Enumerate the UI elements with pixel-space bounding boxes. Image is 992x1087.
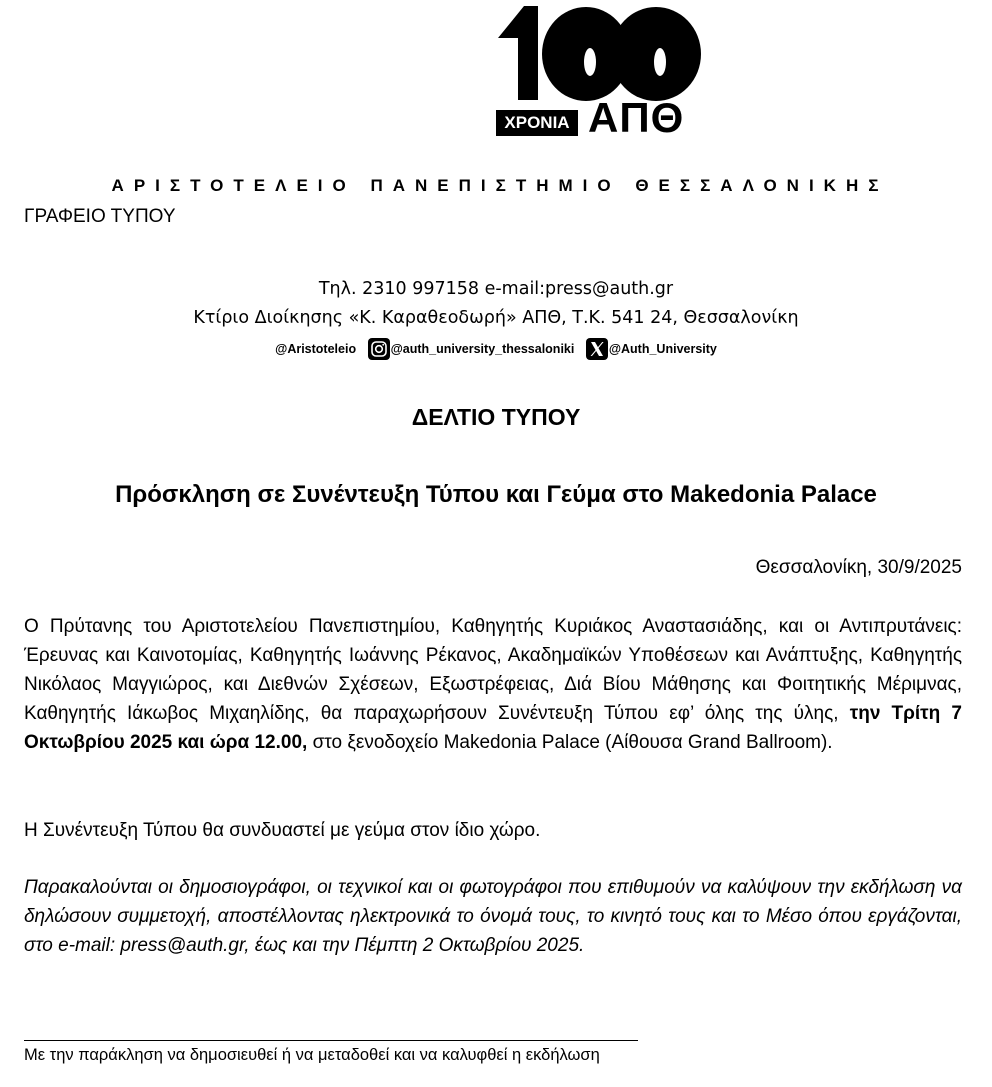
p1-venue: στο ξενοδοχείο Makedonia Palace (Αίθουσα Grand Ballroom). [307, 732, 833, 753]
p1-date-time: την Τρίτη 7 Οκτωβρίου 2025 και ώρα 12.00, [24, 703, 962, 753]
social-media-row [0, 338, 992, 360]
logo-acronym: ΑΠΘ [588, 94, 685, 141]
contact-phone-email: Τηλ. 2310 997158 e-mail:press@auth.gr [318, 279, 674, 299]
x-icon [586, 338, 608, 360]
release-dateline: Θεσσαλονίκη, 30/9/2025 [755, 557, 962, 578]
body-paragraph-2: Η Συνέντευξη Τύπου θα συνδυαστεί με γεύμα στον ίδιο χώρο. [24, 820, 541, 841]
contact-address: Κτίριο Διοίκησης «Κ. Καραθεοδωρή» ΑΠΘ, Τ.Κ. 541 24, Θεσσαλονίκη [193, 308, 799, 328]
university-name: ΑΡΙΣΤΟΤΕΛΕΙΟ ΠΑΝΕΠΙΣΤΗΜΙΟ ΘΕΣΣΑΛΟΝΙΚΗΣ [111, 176, 889, 195]
facebook-handle: @Aristoteleio [275, 342, 357, 356]
instagram-handle: @auth_university_thessaloniki [390, 342, 575, 356]
auth-100-years-logo [496, 4, 706, 141]
body-paragraph-3: Παρακαλούνται οι δημοσιογράφοι, οι τεχνικοί και οι φωτογράφοι που επιθυμούν να καλύψουν την εκδήλωση να δηλώσουν συμμετοχή, αποστέλλοντας ηλεκτρονικά το όνομά τους, το κινητό τους και το Μέσο όπου εργάζονται, στο e-mail: press@auth.gr, έως και την Πέμπτη 2 Οκτωβρίου 2025. [24, 877, 962, 956]
logo-100-graphic [496, 4, 706, 104]
x-handle: @Auth_University [608, 342, 717, 356]
body-paragraph-1 [24, 612, 962, 757]
logo-years-label: ΧΡΟΝΙΑ [496, 110, 578, 136]
p1-text: Ο Πρύτανης του Αριστοτελείου Πανεπιστημίου, Καθηγητής Κυριάκος Αναστασιάδης, και οι Αντιπρυτάνεις: Έρευνας και Καινοτομίας, Καθηγητής Ιωάννης Ρέκανος, Ακαδημαϊκών Υποθέσεων και Ανάπτυξης, Καθηγητής Νικόλαος Μαγγιώρος, και Διεθνών Σχέσεων, Εξωστρέφειας, Διά Βίου Μάθησης και Φοιτητικής Μέριμνας, Καθηγητής Ιάκωβος Μιχαηλίδης, θα παραχωρήσουν Συνέντευξη Τύπου εφ’ όλης της ύλης, [24, 616, 962, 724]
instagram-icon [368, 338, 390, 360]
press-office-label: ΓΡΑΦΕΙΟ ΤΥΠΟΥ [24, 206, 176, 227]
footer-divider [24, 1040, 638, 1041]
footer-note: Με την παράκληση να δημοσιευθεί ή να μεταδοθεί και να καλυφθεί η εκδήλωση [24, 1046, 600, 1064]
press-release-label: ΔΕΛΤΙΟ ΤΥΠΟΥ [411, 404, 581, 430]
release-headline: Πρόσκληση σε Συνέντευξη Τύπου και Γεύμα στο Makedonia Palace [115, 481, 877, 508]
